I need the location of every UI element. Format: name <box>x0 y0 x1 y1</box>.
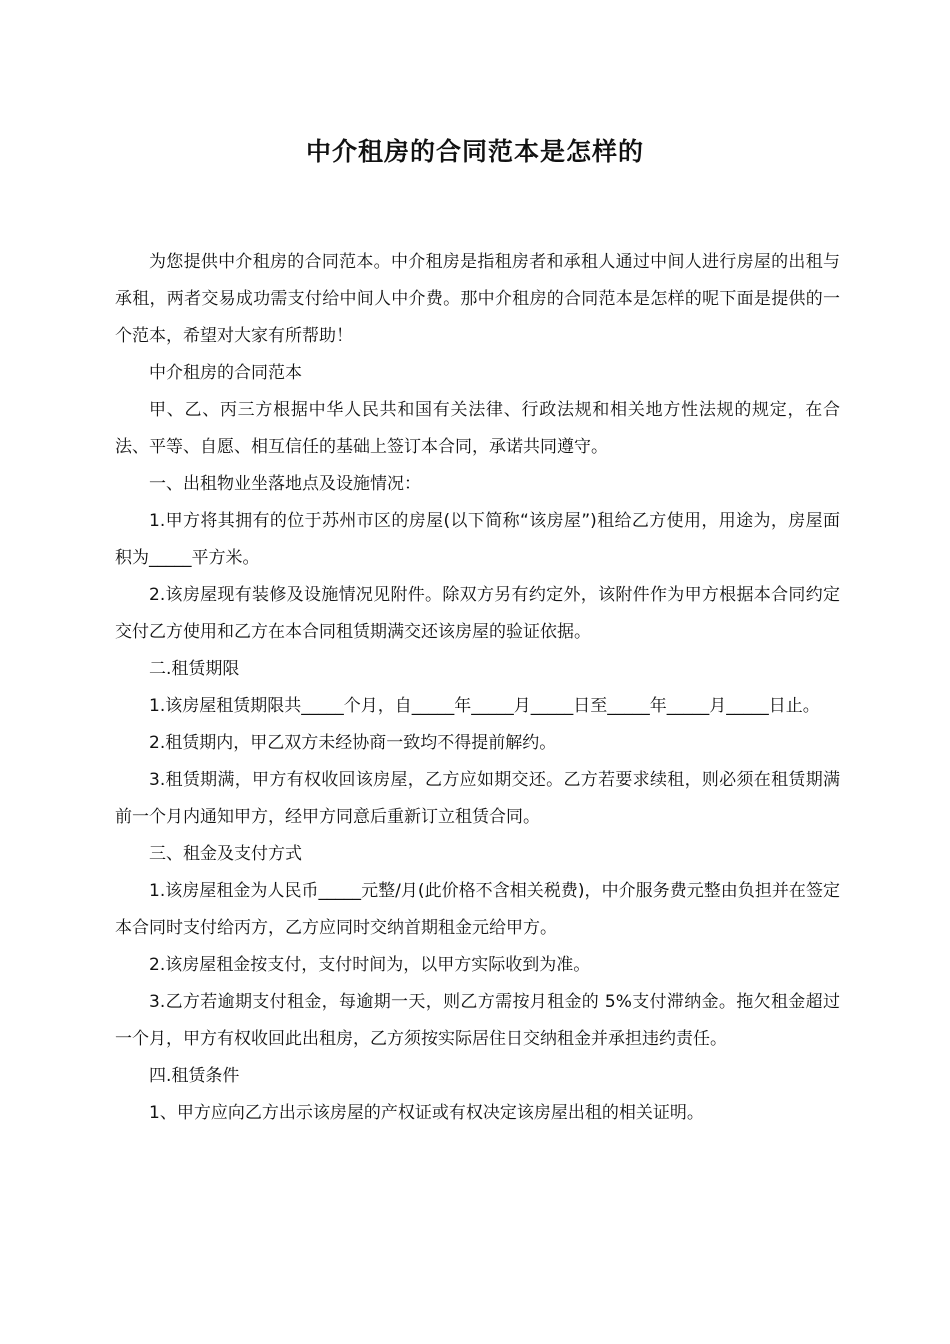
clause-4-1: 1、甲方应向乙方出示该房屋的产权证或有权决定该房屋出租的相关证明。 <box>149 1103 704 1123</box>
section-heading-1: 一、出租物业坐落地点及设施情况： <box>149 474 421 494</box>
section-heading-3: 三、租金及支付方式 <box>149 844 302 864</box>
clause-2-2: 2.租赁期内，甲乙双方未经协商一致均不得提前解约。 <box>149 733 557 753</box>
clause-3-3: 3.乙方若逾期支付租金，每逾期一天，则乙方需按月租金的 5%支付滞纳金。拖欠租金超过一个月，甲方有权收回此出租房，乙方须按实际居住日交纳租金并承担违约责任。 <box>115 992 840 1049</box>
section-heading-4: 四.租赁条件 <box>149 1066 240 1086</box>
clause-1-2: 2.该房屋现有装修及设施情况见附件。除双方另有约定外，该附件作为甲方根据本合同约定交付乙方使用和乙方在本合同租赁期满交还该房屋的验证依据。 <box>115 585 840 642</box>
section-heading-contract: 中介租房的合同范本 <box>149 363 302 383</box>
section-heading-2: 二.租赁期限 <box>149 659 240 679</box>
clause-3-2: 2.该房屋租金按支付，支付时间为，以甲方实际收到为准。 <box>149 955 591 975</box>
document-body <box>115 244 840 1132</box>
intro-paragraph: 为您提供中介租房的合同范本。中介租房是指租房者和承租人通过中间人进行房屋的出租与承租，两者交易成功需支付给中间人中介费。那中介租房的合同范本是怎样的呢下面是提供的一个范本，希望对大家有所帮助！ <box>115 252 840 346</box>
clause-2-3: 3.租赁期满，甲方有权收回该房屋，乙方应如期交还。乙方若要求续租，则必须在租赁期满前一个月内通知甲方，经甲方同意后重新订立租赁合同。 <box>115 770 840 827</box>
clause-3-1: 1.该房屋租金为人民币_____元整/月(此价格不含相关税费)，中介服务费元整由负担并在签定本合同时支付给丙方，乙方应同时交纳首期租金元给甲方。 <box>115 881 840 938</box>
clause-1-1: 1.甲方将其拥有的位于苏州市区的房屋(以下简称“该房屋”)租给乙方使用，用途为，房屋面积为_____平方米。 <box>115 511 840 568</box>
clause-2-1: 1.该房屋租赁期限共_____个月，自_____年_____月_____日至_____年_____月_____日止。 <box>149 696 820 716</box>
document-title: 中介租房的合同范本是怎样的 <box>305 137 644 166</box>
preamble-paragraph: 甲、乙、丙三方根据中华人民共和国有关法律、行政法规和相关地方性法规的规定，在合法、平等、自愿、相互信任的基础上签订本合同，承诺共同遵守。 <box>115 400 840 457</box>
